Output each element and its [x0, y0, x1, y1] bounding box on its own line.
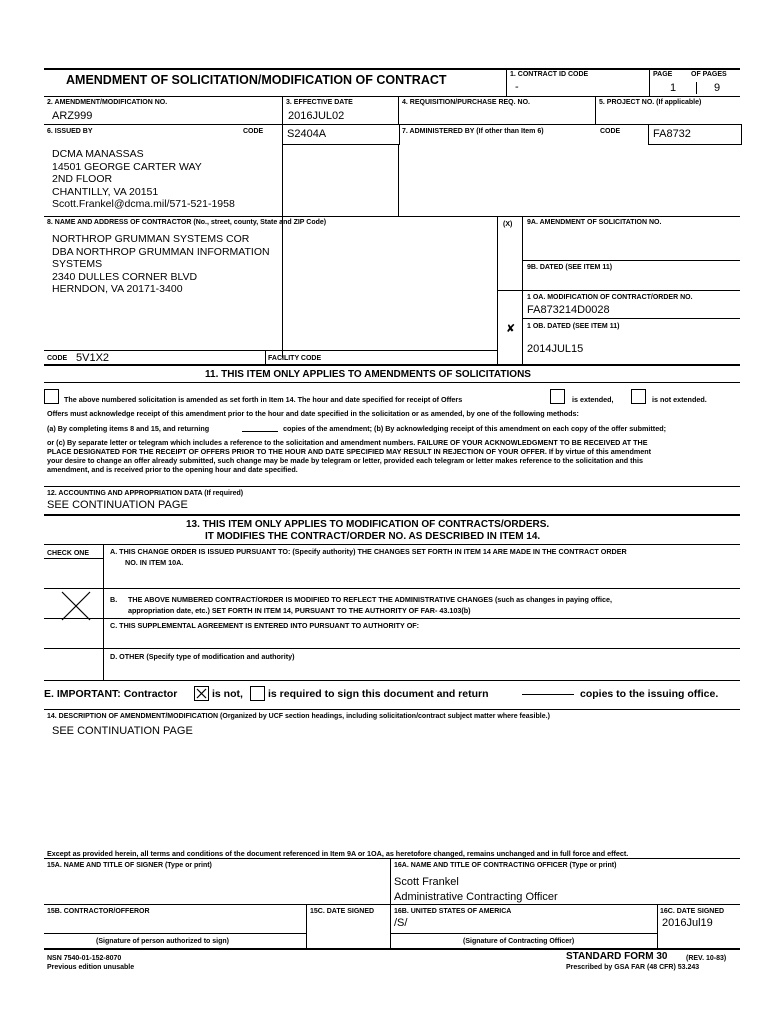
item16a-title: Administrative Contracting Officer — [394, 891, 558, 903]
item6-code: S2404A — [287, 128, 327, 140]
item2-label: 2. AMENDMENT/MODIFICATION NO. — [47, 99, 168, 106]
item10b-label: 1 OB. DATED (SEE ITEM 11) — [527, 323, 620, 330]
item11-line5: PLACE DESIGNATED FOR THE RECEIPT OF OFFERS PRIOR TO THE HOUR AND DATE SPECIFIED MAY RESULT IN REJECTION OF YOUR OFFER. If by virtue of this amendment — [47, 447, 652, 456]
item11-line7: amendment, and is received prior to the opening hour and date specified. — [47, 465, 298, 474]
item13-c: C. THIS SUPPLEMENTAL AGREEMENT IS ENTERED INTO PURSUANT TO AUTHORITY OF: — [110, 621, 420, 630]
item11-line6: your desire to change an offer already submitted, such change may be made by telegram or letter, provided each telegram or letter makes reference to the solicitation and this — [47, 456, 643, 465]
item12-label: 12. ACCOUNTING AND APPROPRIATION DATA (If required) — [47, 490, 244, 497]
footer-nsn: NSN 7540-01-152-8070 — [47, 955, 122, 962]
is-extended-label: is extended, — [572, 395, 614, 404]
item9b-label: 9B. DATED (SEE ITEM 11) — [527, 264, 613, 271]
item13-b-line2: appropriation date, etc.) SET FORTH IN ITEM 14, PURSUANT TO THE AUTHORITY OF FAR- 43.103(b) — [128, 606, 471, 615]
item11-line3b: copies of the amendment; (b) By acknowledging receipt of this amendment on each copy of the offer submitted; — [283, 424, 666, 433]
page-label: PAGE — [653, 71, 673, 78]
item11-line1: The above numbered solicitation is amended as set forth in Item 14. The hour and date specified for receipt of Offers — [64, 395, 463, 404]
is-not-extended-label: is not extended. — [652, 395, 707, 404]
x-check-icon — [195, 687, 208, 700]
item16c-value: 2016Jul19 — [662, 917, 713, 929]
item16c-label: 16C. DATE SIGNED — [660, 908, 725, 915]
footer-previous-edition: Previous edition unusable — [47, 964, 135, 971]
important-prefix: E. IMPORTANT: Contractor — [44, 688, 178, 700]
item12-value: SEE CONTINUATION PAGE — [47, 499, 188, 511]
x-column-label: (X) — [503, 221, 513, 228]
page-value: 1 — [670, 82, 677, 94]
is-required-label: is required to sign this document and return — [268, 688, 489, 700]
copies-label: copies to the issuing office. — [580, 688, 719, 700]
check-one-label: CHECK ONE — [47, 550, 90, 557]
footer-standard-form: STANDARD FORM 30 — [566, 951, 668, 962]
contractor-address: NORTHROP GRUMMAN SYSTEMS COR DBA NORTHROP GRUMMAN INFORMATION SYSTEMS 2340 DULLES CORNER BLVD HERNDON, VA 20171-3400 — [52, 233, 270, 295]
issuer-address: DCMA MANASSAS 14501 GEORGE CARTER WAY 2ND FLOOR CHANTILLY, VA 20151 Scott.Frankel@dcma.mil/571-521-1958 — [52, 148, 235, 210]
is-not-checkbox[interactable] — [194, 686, 209, 701]
item13-a-line2: NO. IN ITEM 10A. — [125, 558, 184, 567]
is-extended-checkbox[interactable] — [550, 389, 565, 404]
item13-d: D. OTHER (Specify type of modification and authority) — [110, 652, 295, 661]
form-title: AMENDMENT OF SOLICITATION/MODIFICATION OF CONTRACT — [66, 73, 447, 87]
item15b-label: 15B. CONTRACTOR/OFFEROR — [47, 908, 150, 915]
contract-id-value: - — [515, 81, 519, 93]
item15c-label: 15C. DATE SIGNED — [310, 908, 375, 915]
contractor-code: 5V1X2 — [76, 352, 110, 364]
item14-label: 14. DESCRIPTION OF AMENDMENT/MODIFICATION (Organized by UCF section headings, including solicitation/contract subject matter where feasible.) — [47, 713, 550, 720]
item16b-signature: /S/ — [394, 917, 408, 929]
item3-label: 3. EFFECTIVE DATE — [286, 99, 353, 106]
item8-label: 8. NAME AND ADDRESS OF CONTRACTOR (No., street, county, State and ZIP Code) — [47, 219, 327, 226]
except-text: Except as provided herein, all terms and conditions of the document referenced in Item 9A or 1OA, as heretofore changed, remains unchanged and in full force and effect. — [47, 849, 629, 858]
item7-label: 7. ADMINISTERED BY (If other than Item 6) — [402, 128, 544, 135]
facility-code-label: FACILITY CODE — [268, 355, 322, 362]
item11-line2: Offers must acknowledge receipt of this amendment prior to the hour and date specified in the solicitation or as amended, by one of the following methods: — [47, 409, 579, 418]
item10b-value: 2014JUL15 — [527, 343, 584, 355]
item6-label: 6. ISSUED BY — [47, 128, 93, 135]
item13-b-letter: B. — [110, 595, 118, 604]
item11-line3a: (a) By completing items 8 and 15, and returning — [47, 424, 210, 433]
item7-code: FA8732 — [653, 128, 691, 140]
item13-b-line1: THE ABOVE NUMBERED CONTRACT/ORDER IS MODIFIED TO REFLECT THE ADMINISTRATIVE CHANGES (such as changes in paying office, — [128, 595, 612, 604]
item13-title2: IT MODIFIES THE CONTRACT/ORDER NO. AS DESCRIBED IN ITEM 14. — [205, 531, 541, 542]
of-pages-value: 9 — [714, 82, 721, 94]
item16b-label: 16B. UNITED STATES OF AMERICA — [394, 908, 512, 915]
item13-title1: 13. THIS ITEM ONLY APPLIES TO MODIFICATION OF CONTRACTS/ORDERS. — [186, 519, 550, 530]
item13-a-line1: A. THIS CHANGE ORDER IS ISSUED PURSUANT TO: (Specify authority) THE CHANGES SET FORTH IN ITEM 14 ARE MADE IN THE CONTRACT ORDER — [110, 547, 627, 556]
item11-line4: or (c) By separate letter or telegram which includes a reference to the solicitation and amendment numbers. FAILURE OF YOUR ACKNOWLEDGMENT TO BE RECEIVED AT THE — [47, 438, 648, 447]
item4-label: 4. REQUISITION/PURCHASE REQ. NO. — [402, 99, 530, 106]
is-required-checkbox[interactable] — [250, 686, 265, 701]
item16a-label: 16A. NAME AND TITLE OF CONTRACTING OFFICER (Type or print) — [394, 862, 617, 869]
item10a-value: FA873214D0028 — [527, 304, 610, 316]
item11-title: 11. THIS ITEM ONLY APPLIES TO AMENDMENTS OF SOLICITATIONS — [205, 369, 531, 380]
item16a-name: Scott Frankel — [394, 876, 459, 888]
item3-value: 2016JUL02 — [288, 110, 345, 122]
is-not-extended-checkbox[interactable] — [631, 389, 646, 404]
item15a-label: 15A. NAME AND TITLE OF SIGNER (Type or print) — [47, 862, 212, 869]
footer-prescribed: Prescribed by GSA FAR (48 CFR) 53.243 — [566, 964, 700, 971]
item9a-label: 9A. AMENDMENT OF SOLICITATION NO. — [527, 219, 662, 226]
item11-checkbox[interactable] — [44, 389, 59, 404]
contractor-signature-caption: (Signature of person authorized to sign) — [96, 938, 229, 945]
officer-signature-caption: (Signature of Contracting Officer) — [463, 938, 575, 945]
footer-revision: (REV. 10-83) — [686, 955, 727, 962]
item6-code-label: CODE — [243, 128, 264, 135]
item14-value: SEE CONTINUATION PAGE — [52, 725, 193, 737]
of-pages-label: OF PAGES — [691, 71, 727, 78]
is-not-label: is not, — [212, 688, 243, 700]
item7-code-label: CODE — [600, 128, 621, 135]
item5-label: 5. PROJECT NO. (If applicable) — [599, 99, 702, 106]
item10a-check-mark: ✘ — [506, 323, 516, 335]
contract-id-label: 1. CONTRACT ID CODE — [510, 71, 589, 78]
contractor-code-label: CODE — [47, 355, 68, 362]
item2-value: ARZ999 — [52, 110, 93, 122]
item10a-label: 1 OA. MODIFICATION OF CONTRACT/ORDER NO. — [527, 294, 693, 301]
